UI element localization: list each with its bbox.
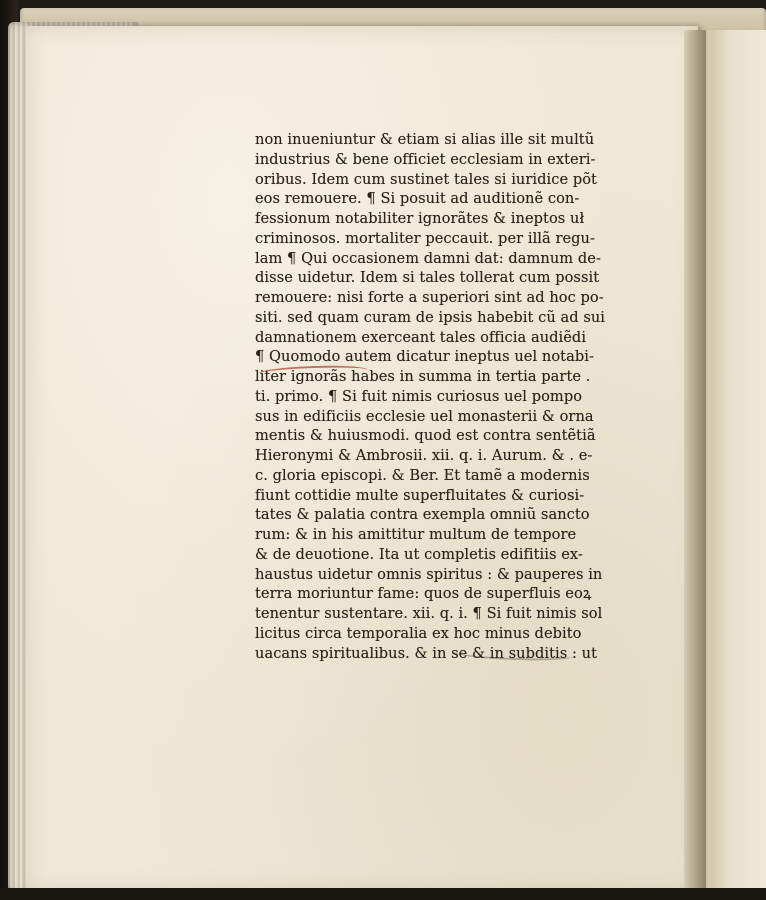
text-line [255,209,625,229]
text-line-content: ti. primo. ¶ Si fuit nimis curiosus uel pompo [255,387,583,405]
text-line-content: & de deuotione. Ita ut completis edifitiis ex- [255,545,583,563]
text-line-content: criminosos. mortaliter peccauit. per illã regu- [255,229,595,247]
text-line [255,545,625,565]
text-line [255,249,625,269]
text-line-content: industrius & bene officiet ecclesiam in exteri- [255,150,596,168]
text-line [255,505,625,525]
text-line [255,189,625,209]
text-line [255,584,625,604]
text-line-content: tenentur sustentare. xii. q. i. ¶ Si fuit nimis sol [255,605,603,622]
text-line [255,525,625,545]
text-line-content: damnationem exerceant tales officia audiẽdi [255,328,587,346]
text-line [255,288,625,308]
text-line [255,624,625,644]
text-line-content: Hieronymi & Ambrosii. xii. q. i. Aurum. & . e- [255,447,593,464]
text-line-content: tates & palatia contra exempla omniũ sancto [255,506,590,524]
text-line-content: rum: & in his amittitur multum de tempore [255,526,577,543]
text-line [255,644,625,664]
text-line [255,308,625,328]
text-line-content: disse uidetur. Idem si tales tollerat cum possit [255,269,600,287]
text-line-content: siti. sed quam curam de ipsis habebit cũ ad sui [255,308,606,326]
text-line-content: c. gloria episcopi. & Ber. Et tamẽ a modernis [255,466,590,484]
text-line-content: sus in edificiis ecclesie uel monasterii & orna [255,407,594,425]
text-line [255,130,625,150]
text-line-content: terra moriuntur fame: quos de superfluis eoꝝ [255,585,592,603]
text-line-content: oribus. Idem cum sustinet tales si iuridice põt [255,170,597,188]
right-page-edge [706,30,766,892]
text-line [255,328,625,348]
text-line-content: mentis & huiusmodi. quod est contra sentẽtiã [255,427,596,445]
text-line [255,170,625,190]
text-line-content: liter ignorãs habes in summa in tertia parte . [255,368,591,385]
text-line-content: lam ¶ Qui occasionem damni dat: damnum de- [255,249,601,267]
text-line [255,407,625,427]
gutter [684,30,706,892]
text-line-content: fessionum notabiliter ignorãtes & ineptos uł [255,210,585,227]
text-block [255,130,625,663]
text-line-content: non inueniuntur & etiam si alias ille sit multũ [255,131,595,148]
text-line [255,446,625,466]
text-line-content: remouere: nisi forte a superiori sint ad hoc po- [255,289,604,306]
text-line [255,426,625,446]
text-line-content: fiunt cottidie multe superfluitates & curiosi- [255,486,585,504]
text-line [255,367,625,387]
text-line [255,486,625,506]
text-line [255,347,625,367]
text-line [255,150,625,170]
text-line [255,387,625,407]
text-line-content: licitus circa temporalia ex hoc minus debito [255,624,582,642]
text-line [255,565,625,585]
text-line [255,229,625,249]
text-line [255,268,625,288]
text-line-content: ¶ Quomodo autem dicatur ineptus uel notabi- [255,348,594,366]
bottom-shadow [0,888,766,900]
text-line-content: haustus uidetur omnis spiritus : & pauperes in [255,565,603,583]
text-line-content: uacans spiritualibus. & in se & in subditis : ut [255,644,598,662]
text-line-content: eos remouere. ¶ Si posuit ad auditionẽ con- [255,190,580,208]
text-line [255,604,625,624]
text-line [255,466,625,486]
